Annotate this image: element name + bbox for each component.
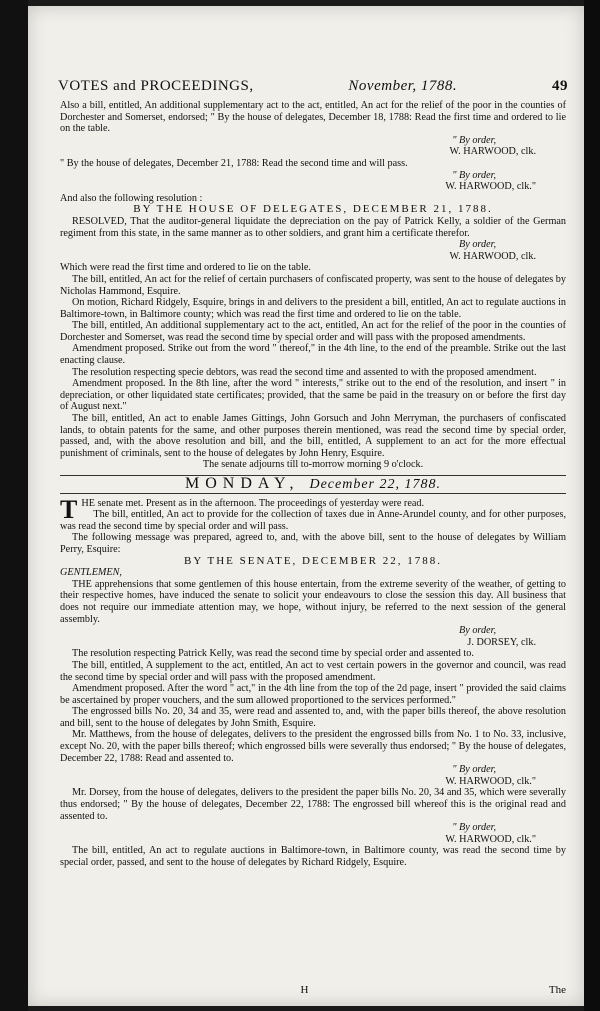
- signature-mark: H: [300, 984, 309, 996]
- document-page: [28, 6, 584, 1006]
- order-line: " By order,: [452, 169, 496, 181]
- paragraph: The following message was prepared, agreed to, and, with the above bill, sent to the house of delegates by William Perry, Esquire:: [60, 532, 566, 555]
- clerk-signature: W. HARWOOD, clk.: [449, 250, 536, 262]
- paragraph: Amendment proposed. In the 8th line, after the word " interests," strike out to the end of the resolution, and insert " in depreciation, or other liquidated state certificates; provided, that the same be paid in the treasury on or before the first day of August next.": [60, 378, 566, 413]
- salutation: GENTLEMEN,: [60, 567, 122, 579]
- page-footer: [60, 984, 566, 996]
- paragraph: Mr. Dorsey, from the house of delegates, delivers to the president the paper bills No. 20, 34 and 35, which were severally thus endorsed; " By the house of delegates, December 22, 1788: The engrossed bill whereof this is the original read and assented to.: [60, 787, 566, 822]
- paragraph: The resolution respecting Patrick Kelly, was read the second time by special order and assented to.: [72, 648, 474, 660]
- paragraph: THE apprehensions that some gentlemen of this house entertain, from the extreme severity of the weather, of getting to their respective homes, have induced the senate to solicit your endeavours to close the session this day. All business that does not require our immediate attention may, we hope, without injury, be referred to the next session of the general assembly.: [60, 578, 566, 625]
- order-line: " By order,: [452, 134, 496, 146]
- paragraph: The resolution respecting specie debtors, was read the second time and assented to with the proposed amendment.: [72, 366, 537, 378]
- day-name: MONDAY,: [185, 475, 300, 492]
- drop-cap: T: [60, 494, 78, 524]
- paragraph: The engrossed bills No. 20, 34 and 35, were read and assented to, and, with the paper bills thereof, the above resolution and bill, sent to the house of delegates by John Smith, Esquire.: [60, 706, 566, 729]
- paragraph: Also a bill, entitled, An additional supplementary act to the act, entitled, An act for the relief of the poor in the counties of Dorchester and Somerset, endorsed; " By the house of delegates, December 18, 1788: Read the first time and ordered to lie on the table.: [60, 100, 566, 135]
- paragraph: Amendment proposed. Strike out from the word " thereof," in the 4th line, to the end of the preamble. Strike out the last enacting clause.: [60, 343, 566, 367]
- order-line: " By order,: [452, 822, 496, 834]
- catchword: The: [548, 984, 566, 996]
- paragraph: The bill, entitled, An additional supplementary act to the act, entitled, An act for the relief of the poor in the counties of Dorchester and Somerset, was read the second time by special order and will pass with the proposed amendments.: [60, 320, 566, 343]
- paragraph: On motion, Richard Ridgely, Esquire, brings in and delivers to the president a bill, entitled, An act to regulate auctions in Baltimore-town, in Baltimore county; which was read the first time and ordered to lie on the table.: [60, 297, 566, 320]
- adjournment-line: The senate adjourns till to-morrow morning 9 o'clock.: [202, 459, 424, 471]
- paragraph: " By the house of delegates, December 21, 1788: Read the second time and will pass.: [60, 157, 408, 169]
- page-number: 49: [552, 78, 568, 94]
- section-heading: BY THE HOUSE OF DELEGATES, DECEMBER 21, 1788.: [133, 203, 493, 216]
- order-line: By order,: [459, 239, 496, 251]
- order-line: By order,: [459, 625, 496, 637]
- page-header: [58, 78, 568, 95]
- day-heading: [60, 475, 566, 494]
- scan-left-edge: [0, 0, 28, 1011]
- paragraph: Amendment proposed. After the word " act," in the 4th line from the top of the 2d page, insert " provided the said claims be ascertained by proper vouchers, and the sum allowed proportioned to the services performed.": [60, 683, 566, 706]
- order-line: " By order,: [452, 764, 496, 776]
- paragraph: And also the following resolution :: [60, 192, 203, 204]
- clerk-signature: J. DORSEY, clk.: [467, 636, 536, 648]
- clerk-signature: W. HARWOOD, clk.": [445, 181, 536, 193]
- page-body: [60, 100, 566, 869]
- paragraph: Which were read the first time and ordered to lie on the table.: [60, 262, 311, 274]
- paragraph: The bill, entitled, An act to provide for the collection of taxes due in Anne-Arundel county, and for other purposes, was read the second time by special order and will pass.: [60, 509, 566, 532]
- opening-text: HE senate met. Present as in the afternoon. The proceedings of yesterday were read.: [81, 497, 425, 509]
- clerk-signature: W. HARWOOD, clk.": [445, 775, 536, 787]
- paragraph: The bill, entitled, An act for the relief of certain purchasers of confiscated property, was sent to the house of delegates by Nicholas Hammond, Esquire.: [60, 273, 566, 297]
- day-date: December 22, 1788.: [309, 477, 441, 492]
- section-heading: BY THE SENATE, DECEMBER 22, 1788.: [184, 554, 442, 567]
- paragraph: The bill, entitled, An act to enable James Gittings, John Gorsuch and John Merryman, the purchasers of confiscated lands, to obtain patents for the same, and other purposes therein mentioned, was read the second time by special order, passed, and, with the above resolution and bill, and the bill, entitled, A supplement to an act for the more effectual punishment of criminals, sent to the house of delegates by John Henry, Esquire.: [60, 413, 566, 459]
- paragraph: Mr. Matthews, from the house of delegates, delivers to the president the engrossed bills from No. 1 to No. 33, inclusive, except No. 20, with the paper bills thereof; which engrossed bills were severally thus endorsed; " By the house of delegates, December 22, 1788: Read and assented to.: [60, 729, 566, 764]
- paragraph: The bill, entitled, A supplement to the act, entitled, An act to vest certain powers in the governor and council, was read the second time by special order and will pass with the proposed amendment.: [60, 659, 566, 683]
- running-title: VOTES and PROCEEDINGS,: [58, 78, 254, 94]
- clerk-signature: W. HARWOOD, clk.: [449, 146, 536, 158]
- running-date: November, 1788.: [348, 78, 458, 94]
- scan-right-edge: [584, 0, 600, 1011]
- clerk-signature: W. HARWOOD, clk.": [445, 833, 536, 845]
- paragraph: The bill, entitled, An act to regulate auctions in Baltimore-town, in Baltimore county, was read the second time by special order, passed, and sent to the house of delegates by Richard Ridgely, Esquire.: [60, 845, 566, 868]
- paragraph: RESOLVED, That the auditor-general liquidate the depreciation on the pay of Patrick Kelly, a soldier of the German regiment from this state, in the same manner as to other soldiers, and grant him a certificate therefor.: [60, 215, 566, 239]
